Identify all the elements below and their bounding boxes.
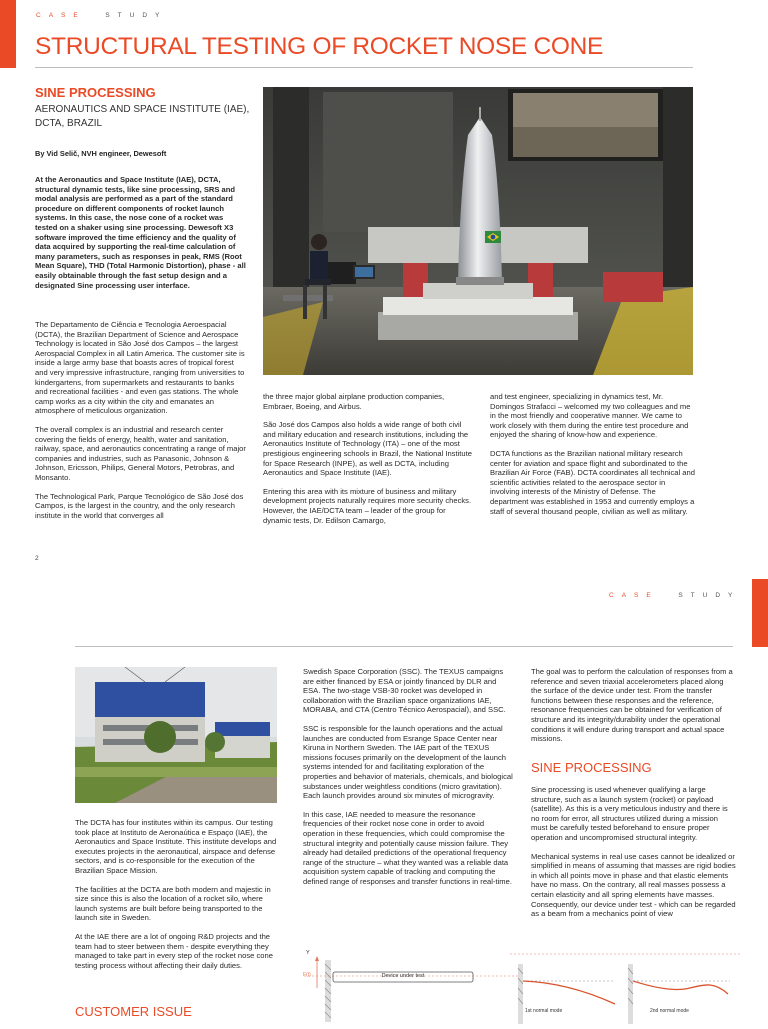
- page1-column-3: [490, 392, 695, 525]
- first-mode-label: 1st normal mode: [525, 1008, 563, 1014]
- paragraph: Sine processing is used whenever qualifying a large structure, such as a launch system (rocket) or payload (satellite). As this is a very meticulous industry and there is no room for error, all structures utilized during a mission must be carefully tested beforehand to ensure proper operation and uncompromised structural integrity.: [531, 785, 728, 842]
- section-heading-sine: SINE PROCESSING: [35, 85, 156, 100]
- page1-red-tab: [0, 0, 16, 68]
- paragraph: Swedish Space Corporation (SSC). The TEXUS campaigns are either financed by ESA or jointly financed by DLR and ESA. The two-stage VSB-30 rocket was developed in collaboration with the Brazilian space organizations IAE, MORABA, and CTA (Centro Técnico Aerospacial), and SSC.: [303, 667, 506, 715]
- paragraph: SSC is responsible for the launch operations and the actual launches are conducted from Esrange Space Center near Kiruna in Northern Sweden. The IAE part of the TEXUS missions focuses primarily on the development of the launch systems intended for and facilitating exploration of the properties and behavior of materials, chemicals, and biological substances under weightless conditions (micro gravitation). Each launch provides around six minutes of microgravity.: [303, 723, 513, 801]
- page1-column-2: [263, 392, 475, 534]
- paragraph: The Departamento de Ciência e Tecnologia Aeroespacial (DCTA), the Brazilian Department of Science and Aerospace Technology is located in São José dos Campos – the largest Aerospacial Complex in all Latin America. The customer site is inside a large army base that boasts acres of tropical forest and very impressive infrastructure, ranging from universities to kindergartens, from supermarkets and restaurants to banks and recreational facilities - and even gas stations. The whole camp works as a city within the city and emanates an atmosphere of meticulous organization.: [35, 320, 245, 416]
- paragraph: The facilities at the DCTA are both modern and majestic in size since this is also the location of a rocket silo, where launch systems are built before being transported to the launch site in Sweden.: [75, 884, 271, 923]
- section-heading-sine-processing: SINE PROCESSING: [531, 760, 652, 775]
- page2-column-1: [75, 818, 280, 979]
- paragraph: In this case, IAE needed to measure the resonance frequencies of their rocket nose cone in order to avoid operation in these frequencies, which could compromise the structural integrity and potentially cause mission failure. They already had detailed predictions of the operational frequency range of the structure – what they wanted was a reliable data acquisition system capable of tracking and computing the defined range of responses and transfer functions in real-time.: [303, 809, 512, 886]
- paragraph: At the IAE there are a lot of ongoing R&D projects and the team had to steer between them - despite everything they managed to take part in every step of the rocket nose cone testing process without affecting their daily duties.: [75, 931, 273, 970]
- page2-rule: [75, 646, 733, 647]
- paragraph: The Technological Park, Parque Tecnológico de São José dos Campos, is the largest in the country, and the only research institute in the world that converges all: [35, 491, 244, 520]
- paragraph: the three major global airplane production companies, Embraer, Boeing, and Airbus.: [263, 392, 445, 411]
- paragraph: The DCTA has four institutes within its campus. Our testing took place at Instituto de Aeronaútica e Espaço (IAE), the Aeronautics and Space Institute. This institute develops and executes projects in the aeronautical, airspace and defense sectors, and is co-responsible for the execution of the Brazilian Space Mission.: [75, 818, 277, 875]
- paragraph: Entering this area with its mixture of business and military development projects naturally requires more security checks. However, the IAE/DCTA team – leader of the group for dynamic tests, Dr. Edilson Camargo,: [263, 486, 472, 525]
- page2-column-2: [303, 667, 515, 895]
- page2-column-3b: [531, 785, 736, 928]
- page-title: STRUCTURAL TESTING OF ROCKET NOSE CONE: [35, 33, 604, 60]
- paragraph: The goal was to perform the calculation of responses from a reference and seven triaxial accelerometers placed along the surface of the device under test. From the transfer functions between these responses and the reference, resonance frequencies can be obtained for verification of structure and its integrity/durability under the operational conditions it will endure during transport and actual space missions.: [531, 667, 733, 744]
- title-rule: [35, 67, 693, 68]
- page1-column-1: [35, 320, 247, 529]
- paragraph: and test engineer, specializing in dynamics test, Mr. Domingos Strafacci – welcomed my two colleagues and me in the most friendly and cooperative manner. We came to work closely with them during the entire test procedure and enjoyed the sharing of know-how and experience.: [490, 392, 691, 440]
- building-photo: [75, 667, 277, 803]
- rocket-lab-photo: [263, 87, 693, 375]
- page2-kicker: CASE STUDY: [609, 592, 741, 599]
- beam-diagram: [303, 948, 518, 1024]
- second-mode-label: 2nd normal mode: [650, 1008, 689, 1014]
- paragraph: DCTA functions as the Brazilian national military research center for aviation and space flight and subordinated to the Brazilian Air Force (FAB). DCTA coordinates all technical and scientific activities related to the aerospace sector in involving interests of the Ministry of Defense. The department was established in 1953 and currently employs a staff of several thousand people, civilian as well as military.: [490, 448, 695, 516]
- lead-paragraph: At the Aeronautics and Space Institute (IAE), DCTA, structural dynamic tests, like sine processing, SRS and modal analysis are performed as a part of the standard procedure on different components of rocket launch systems. In this case, the nose cone of a rocket was tested on a shaker using sine processing. Dewesoft X3 software improved the time efficiency and the quality of data acquired by supporting the real-time calculation of many parameters, such as responses in peak, RMS (Root Mean Square), THD (Total Harmonic Distortion), phase - all easily obtainable through the fast setup design and a designated Sine processing user interface.: [35, 175, 246, 290]
- byline: By Vid Selič, NVH engineer, Dewesoft: [35, 149, 167, 158]
- paragraph: The overall complex is an industrial and research center covering the fields of energy, health, water and sanitation, railway, space, and aeronautics concentrating a range of major companies and industries, such as Panasonic, Johnson & Johnson, Ericsson, Philips, General Motors, Petrobras, and Monsanto.: [35, 424, 246, 482]
- paragraph: Mechanical systems in real use cases cannot be idealized or simplified in means of assuming that masses are rigid bodies in which all points move in phase and that elastic elements have no mass. On the contrary, all real masses possess a certain elasticity and all spring elements have masses. Consequently, our device under test - which can be regarded as a beam from a mechanics point of view: [531, 851, 736, 919]
- institute-subtitle: AERONAUTICS AND SPACE INSTITUTE (IAE), DCTA, BRAZIL: [35, 104, 250, 129]
- paragraph: São José dos Campos also holds a wide range of both civil and military education and research institutions, including the Aeronautics Institute of Technology (ITA) – one of the most prestigious engineering schools in Brazil, the National Institute for Space Research (INPE), as well as DCTA, including Aeronautics and Space Institute (IAE).: [263, 420, 472, 478]
- normal-modes-diagram: [510, 948, 740, 1024]
- page1-kicker: CASE STUDY: [36, 12, 168, 19]
- force-label: F(t): [303, 972, 311, 978]
- y-axis-label: Y: [306, 950, 310, 956]
- device-under-test-label: Device under test: [381, 973, 425, 979]
- page2-red-tab: [752, 579, 768, 647]
- page2-column-3: [531, 667, 736, 753]
- page-number: 2: [35, 555, 39, 562]
- section-heading-customer-issue: CUSTOMER ISSUE: [75, 1004, 192, 1019]
